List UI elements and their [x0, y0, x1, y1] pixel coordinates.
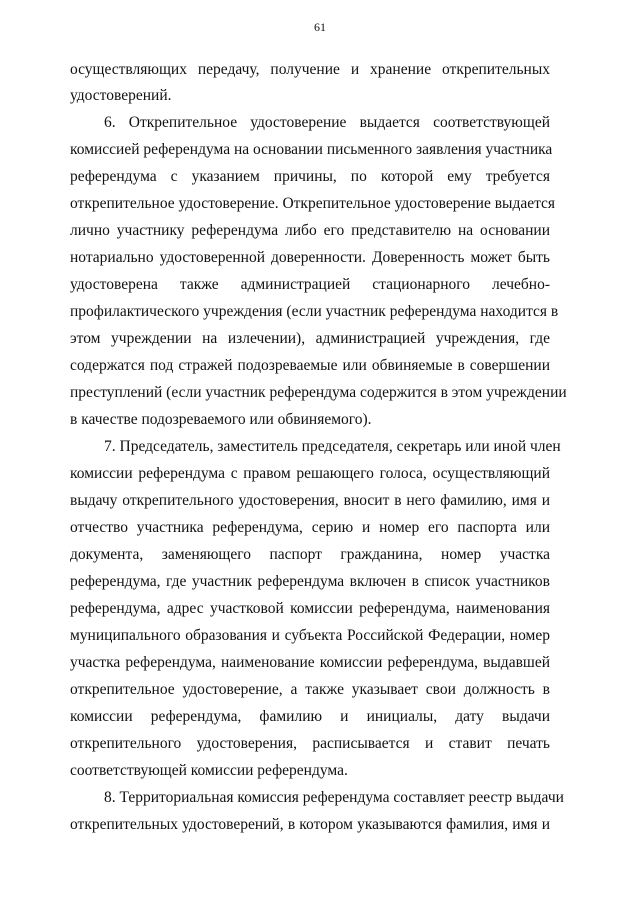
text-line: комиссии референдума, фамилию и инициалы, дату выдачи [70, 708, 550, 725]
text-line: удостоверена также администрацией стационарного лечебно- [70, 276, 550, 293]
text-line: референдума, адрес участковой комиссии референдума, наименования [70, 600, 550, 617]
text-line: комиссией референдума на основании письменного заявления участника [70, 141, 553, 158]
paragraph-8-first-line: 8. Территориальная комиссия референдума составляет реестр выдачи [104, 789, 564, 806]
text-line: участка референдума, наименование комиссии референдума, выдавшей [70, 654, 550, 671]
text-line: отчество участника референдума, серию и номер его паспорта или [70, 519, 550, 536]
text-line: удостоверений. [70, 87, 172, 104]
text-line: открепительное удостоверение, а также указывает свои должность в [70, 681, 550, 698]
text-line: соответствующей комиссии референдума. [70, 762, 348, 779]
text-line: открепительное удостоверение. Открепительное удостоверение выдается [70, 195, 556, 212]
text-line: лично участнику референдума либо его представителю на основании [70, 222, 550, 239]
text-line: преступлений (если участник референдума содержится в этом учреждении [70, 384, 567, 401]
text-line: осуществляющих передачу, получение и хранение открепительных [70, 61, 550, 78]
text-line: в качестве подозреваемого или обвиняемого). [70, 411, 372, 428]
page-number: 61 [314, 20, 326, 34]
text-line: содержатся под стражей подозреваемые или обвиняемые в совершении [70, 357, 550, 374]
text-line: открепительного удостоверения, расписывается и ставит печать [70, 735, 550, 752]
text-line: референдума с указанием причины, по которой ему требуется [70, 168, 550, 185]
text-line: документа, заменяющего паспорт гражданина, номер участка [70, 546, 550, 563]
text-line: комиссии референдума с правом решающего голоса, осуществляющий [70, 465, 550, 482]
text-line: открепительных удостоверений, в котором указываются фамилия, имя и [70, 816, 550, 833]
text-line: этом учреждении на излечении), администрацией учреждения, где [70, 330, 550, 347]
paragraph-6-first-line: 6. Открепительное удостоверение выдается соответствующей [104, 114, 550, 131]
text-line: муниципального образования и субъекта Российской Федерации, номер [70, 627, 550, 644]
text-line: профилактического учреждения (если участник референдума находится в [70, 303, 559, 320]
text-line: нотариально удостоверенной доверенности. Доверенность может быть [70, 249, 550, 266]
text-line: референдума, где участник референдума включен в список участников [70, 573, 550, 590]
paragraph-7-first-line: 7. Председатель, заместитель председателя, секретарь или иной член [104, 438, 561, 455]
text-line: выдачу открепительного удостоверения, вносит в него фамилию, имя и [70, 492, 550, 509]
